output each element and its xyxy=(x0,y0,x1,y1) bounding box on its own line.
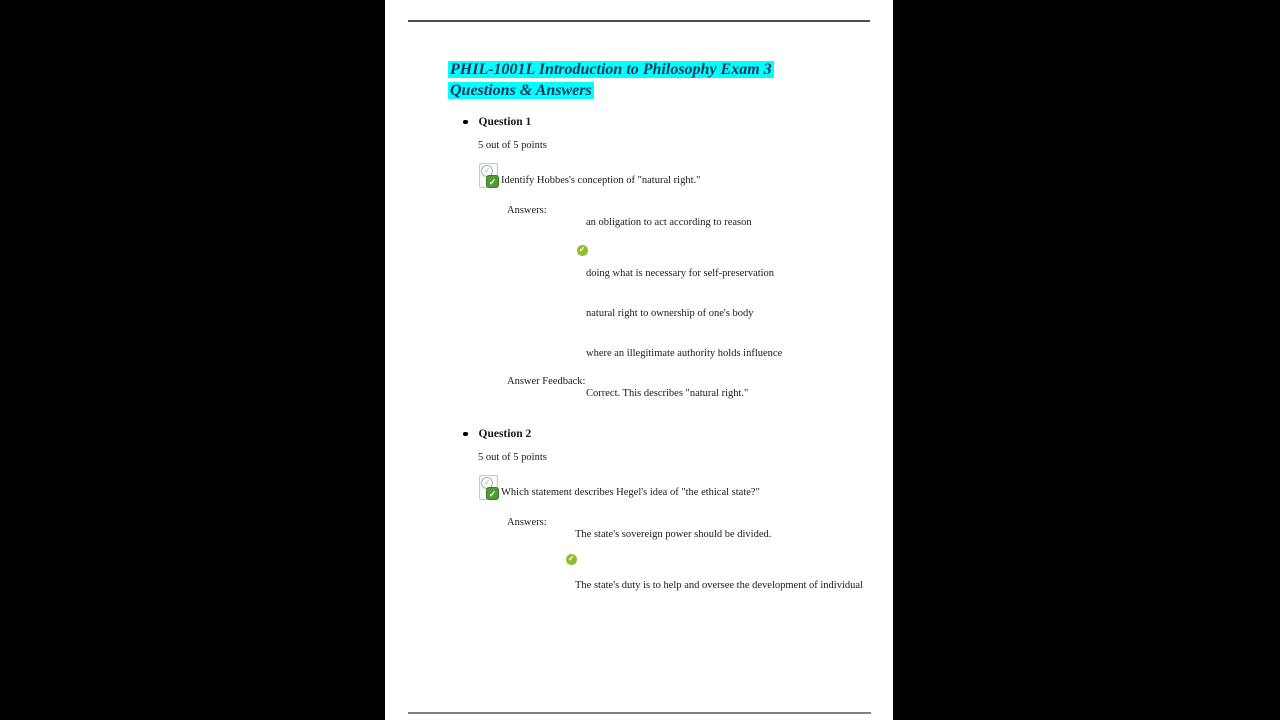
correct-answer-check-icon: ✓ xyxy=(578,245,586,254)
question-text: Which statement describes Hegel's idea of "the ethical state?" xyxy=(501,487,760,498)
correct-answer-check-icon: ✓ xyxy=(567,554,575,563)
answers-label: Answers: xyxy=(507,517,547,528)
circle-check-glyph: ✓ xyxy=(481,165,493,177)
top-rule-divider xyxy=(408,20,870,22)
question-row xyxy=(479,475,760,501)
green-check-badge-icon: ✓ xyxy=(486,487,499,500)
graded-question-document-icon xyxy=(479,163,500,189)
bullet-icon xyxy=(463,120,468,125)
question-points: 5 out of 5 points xyxy=(478,140,547,151)
question-text: Identify Hobbes's conception of "natural right." xyxy=(501,175,701,186)
page-title-line2: Questions & Answers xyxy=(450,81,592,99)
answer-option: doing what is necessary for self-preservation xyxy=(586,268,775,279)
page-title-line1: PHIL-1001L Introduction to Philosophy Exam 3 xyxy=(450,61,772,78)
graded-question-document-icon xyxy=(479,475,500,501)
answer-feedback-label: Answer Feedback: xyxy=(507,376,586,387)
answer-option: natural right to ownership of one's body xyxy=(586,308,754,319)
question-2-heading xyxy=(463,428,531,440)
answer-option: an obligation to act according to reason xyxy=(586,217,752,228)
green-check-badge-icon: ✓ xyxy=(486,175,499,188)
answer-option: The state's sovereign power should be divided. xyxy=(575,529,772,540)
document-page xyxy=(385,0,893,720)
bottom-rule-divider xyxy=(408,712,871,714)
answers-label: Answers: xyxy=(507,205,547,216)
question-points: 5 out of 5 points xyxy=(478,452,547,463)
bullet-icon xyxy=(463,432,468,437)
circle-check-glyph: ✓ xyxy=(481,477,493,489)
question-1-heading xyxy=(463,116,531,128)
answer-feedback-text: Correct. This describes "natural right." xyxy=(586,388,749,399)
question-label: Question 2 xyxy=(478,428,532,440)
question-label: Question 1 xyxy=(478,116,532,128)
answer-option: The state's duty is to help and oversee the development of individual xyxy=(575,580,863,591)
question-row xyxy=(479,163,700,189)
page-title xyxy=(448,60,818,101)
answer-option: where an illegitimate authority holds influence xyxy=(586,348,783,359)
